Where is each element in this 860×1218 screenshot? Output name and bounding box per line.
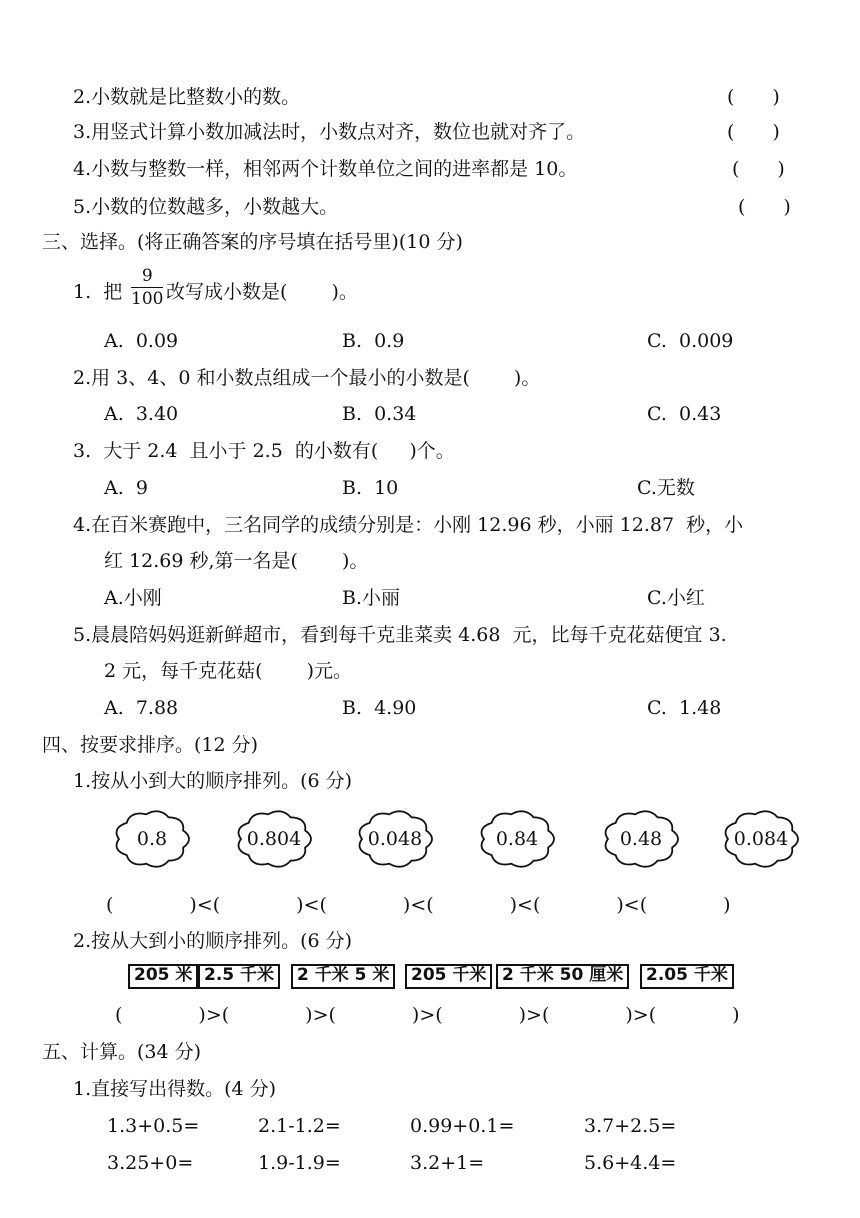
calc-item[interactable]: 0.99+0.1=: [410, 1115, 515, 1137]
calc-item[interactable]: 3.7+2.5=: [584, 1115, 677, 1137]
section-4-title: 四、按要求排序。(12 分): [42, 734, 259, 756]
option-a[interactable]: A. 0.09: [104, 330, 179, 352]
option-b[interactable]: B. 10: [342, 477, 399, 499]
flower-number: 0.048: [367, 828, 423, 850]
option-c[interactable]: C. 1.48: [647, 697, 722, 719]
q3-5-line1: 5.晨晨陪妈妈逛新鲜超市，看到每千克韭菜卖 4.68 元，比每千克花菇便宜 3.: [73, 624, 727, 646]
option-b[interactable]: B.小丽: [342, 587, 401, 609]
fraction: [131, 268, 163, 308]
calc-item[interactable]: 1.9-1.9=: [258, 1152, 341, 1174]
section-5-title: 五、计算。(34 分): [42, 1041, 202, 1063]
answer-paren[interactable]: ( ): [727, 86, 780, 108]
q4-2-title: 2.按从大到小的顺序排列。(6 分): [73, 930, 353, 952]
answer-paren[interactable]: ( ): [732, 158, 785, 180]
fraction-denominator: 100: [131, 289, 164, 309]
flower-shape: [720, 806, 802, 872]
q3-1-suffix: 改写成小数是( )。: [166, 281, 358, 303]
measure-box: 2.5 千米: [198, 964, 280, 989]
option-c[interactable]: C. 0.43: [647, 403, 722, 425]
calc-item[interactable]: 2.1-1.2=: [258, 1115, 341, 1137]
option-a[interactable]: A.小刚: [104, 587, 162, 609]
option-b[interactable]: B. 0.9: [342, 330, 405, 352]
option-a[interactable]: A. 3.40: [104, 403, 179, 425]
measure-box: 2 千米 5 米: [291, 964, 395, 989]
section-3-title: 三、选择。(将正确答案的序号填在括号里)(10 分): [42, 231, 463, 253]
option-c[interactable]: C.小红: [647, 587, 705, 609]
q3-4-line1: 4.在百米赛跑中，三名同学的成绩分别是：小刚 12.96 秒，小丽 12.87 秒，小: [73, 514, 744, 536]
q5-1-title: 1.直接写出得数。(4 分): [73, 1078, 277, 1100]
calc-item[interactable]: 3.2+1=: [410, 1152, 485, 1174]
option-b[interactable]: B. 0.34: [342, 403, 417, 425]
answer-paren[interactable]: ( ): [727, 121, 780, 143]
option-a[interactable]: A. 9: [104, 477, 148, 499]
option-c[interactable]: C.无数: [637, 477, 695, 499]
flower-number: 0.084: [733, 828, 789, 850]
q3-4-line2: 红 12.69 秒,第一名是( )。: [104, 550, 369, 572]
flower-number: 0.8: [136, 828, 168, 850]
judge-item-2: 2.小数就是比整数小的数。: [73, 86, 301, 108]
flower-shape: [354, 806, 436, 872]
q3-3-text: 3. 大于 2.4 且小于 2.5 的小数有( )个。: [73, 440, 455, 462]
option-c[interactable]: C. 0.009: [647, 330, 734, 352]
judge-item-4: 4.小数与整数一样，相邻两个计数单位之间的进率都是 10。: [73, 158, 578, 180]
flower-number: 0.48: [619, 828, 663, 850]
calc-item[interactable]: 1.3+0.5=: [107, 1115, 200, 1137]
answer-paren[interactable]: ( ): [738, 196, 791, 218]
flower-shape: [233, 806, 315, 872]
descending-answer[interactable]: ( )>( )>( )>( )>( )>( ): [115, 1004, 740, 1026]
flower-shape: [476, 806, 558, 872]
ascending-answer[interactable]: ( )<( )<( )<( )<( )<( ): [106, 894, 731, 916]
option-b[interactable]: B. 4.90: [342, 697, 417, 719]
fraction-numerator: 9: [141, 266, 153, 286]
judge-item-3: 3.用竖式计算小数加减法时，小数点对齐，数位也就对齐了。: [73, 121, 586, 143]
option-a[interactable]: A. 7.88: [104, 697, 179, 719]
q3-1-prefix: 1. 把: [73, 281, 123, 303]
measure-box: 2.05 千米: [640, 964, 734, 989]
calc-item[interactable]: 3.25+0=: [107, 1152, 194, 1174]
flower-shape: [600, 806, 682, 872]
judge-item-5: 5.小数的位数越多，小数越大。: [73, 196, 339, 218]
measure-box: 205 千米: [405, 964, 492, 989]
q3-2-text: 2.用 3、4、0 和小数点组成一个最小的小数是( )。: [73, 367, 541, 389]
measure-box: 2 千米 50 厘米: [496, 964, 629, 989]
calc-item[interactable]: 5.6+4.4=: [584, 1152, 677, 1174]
flower-shape: [111, 806, 193, 872]
flower-number: 0.804: [246, 828, 302, 850]
flower-number: 0.84: [495, 828, 539, 850]
q3-5-line2: 2 元，每千克花菇( )元。: [104, 660, 352, 682]
measure-box: 205 米: [128, 964, 198, 989]
q4-1-title: 1.按从小到大的顺序排列。(6 分): [73, 770, 353, 792]
